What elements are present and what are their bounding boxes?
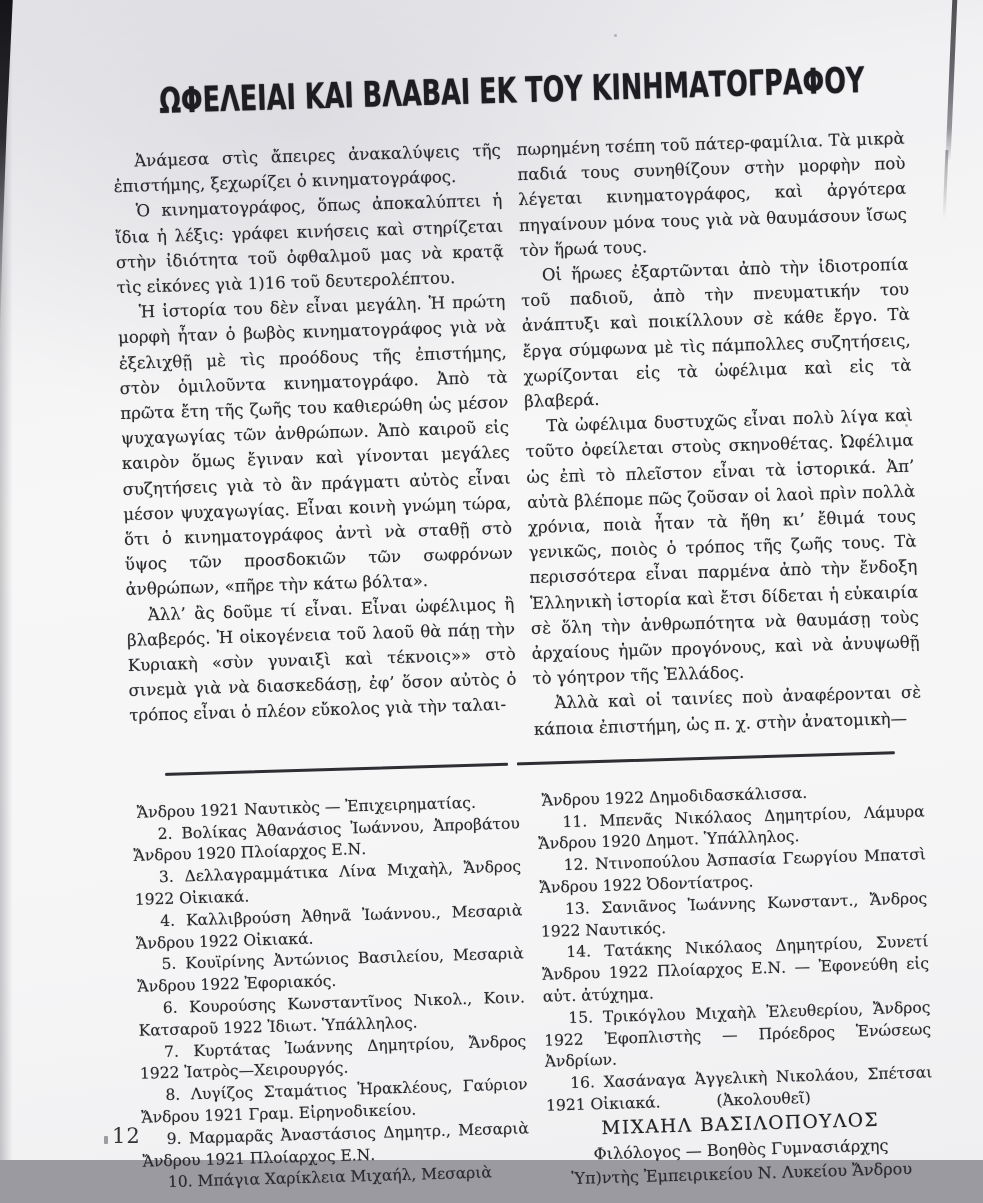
scan-right-scuff-mark (945, 0, 957, 162)
page-content (110, 48, 935, 1203)
article-body (113, 126, 923, 754)
article-paragraph: Ὁ κινηματογράφος, ὅπως ἀποκαλύπτει ἡ ἴδια ἡ λέξις: γράφει κινήσεις καὶ στηρίζεται στὴν ἰδιότητα τοῦ ὀφθαλμοῦ μας νὰ κρατᾷ τὶς εἰκόνες γιὰ 1)16 τοῦ δευτερολέπτου. (114, 191, 505, 298)
page-number: 12 (112, 1124, 141, 1148)
list-item: 12. Ντινοπούλου Ἀσπασία Γεωργίου Μπατσὶ Ἄνδρου 1922 Ὀδοντίατρος. (539, 845, 927, 897)
article-paragraph: Ἀλλ’ ἂς δοῦμε τί εἶναι. Εἶναι ὠφέλιμος ἢ βλαβερός. Ἡ οἰκογένεια τοῦ λαοῦ θὰ πάῃ τὴν Κυριακὴ «σὺν γυναιξὶ καὶ τέκνοις»» στὸ σινεμὰ γιὰ νὰ διασκεδάσῃ, ἐφ’ ὅσον αὐτὸς ὁ τρόπος εἶναι ὁ πλέον εὔκολος γιὰ τὴν ταλαι- (126, 594, 517, 726)
section-divider (165, 751, 895, 776)
article-paragraph: Τὰ ὠφέλιμα δυστυχῶς εἶναι πολὺ λίγα καὶ τοῦτο ὀφείλεται στοὺς σκηνοθέτας. Ὠφέλιμα ὡς ἐπὶ τὸ πλεῖστον εἶναι τὰ ἱστορικά. Ἀπ’ αὐτὰ βλέπομε πῶς ζοῦσαν οἱ λαοὶ πρὶν πολλὰ χρόνια, ποιὰ ἦταν τὰ ἤθη κι’ ἔθιμά τους γενικῶς, ποιὸς ὁ τρόπος τῆς ζωῆς τους. Τὰ περισσότερα εἶναι παρμένα ἀπὸ τὴν ἔνδοξη Ἑλληνικὴ ἱστορία καὶ ἔτσι δίδεται ἡ εὐκαιρία σὲ ὅλη τὴν ἀνθρωπότητα νὰ θαυμάσῃ τοὺς ἀρχαίους ἡμῶν προγόνους, καὶ νὰ ἀνυψωθῇ τὸ γόητρον τῆς Ἑλλάδος. (525, 405, 920, 689)
list-item: 4. Καλλιβρούση Ἀθηνᾶ Ἰωάννου., Μεσαριὰ Ἄνδρου 1922 Οἰκιακά. (135, 901, 523, 953)
name-list-left-column (132, 791, 531, 1203)
list-item: 14. Τατάκης Νικόλαος Δημητρίου, Συνετί Ἄνδρου 1922 Πλοίαρχος Ε.Ν. — Ἐφονεύθη εἰς αὐτ. ἀτύχημα. (541, 932, 930, 1006)
article-right-column (516, 126, 922, 742)
list-item-continuation: Ἄνδρου 1921 Ναυτικὸς — Ἐπιχειρηματίας. (136, 793, 477, 822)
article-paragraph: Ἡ ἱστορία του δὲν εἶναι μεγάλη. Ἡ πρώτη μορφὴ ἦταν ὁ βωβὸς κινηματογράφος γιὰ νὰ ἐξελιχθῇ μὲ τὶς προόδους τῆς ἐπιστήμης, στὸν ὁμιλοῦντα κινηματογράφο. Ἀπὸ τὰ πρῶτα ἔτη τῆς ζωῆς του καθιερώθη ὡς μέσον ψυχαγωγίας τῶν ἀνθρώπων. Ἀπὸ καιροῦ εἰς καιρὸν ὅμως ἔγιναν καὶ γίνονται μεγάλες συζητήσεις γιὰ τὸ ἂν πράγματι αὐτὸς εἶναι μέσον ψυχαγωγίας. Εἶναι κοινὴ γνώμη τώρα, ὅτι ὁ κινηματογράφος ἀντὶ νὰ σταθῇ στὸ ὕψος τῶν προσδοκιῶν τῶν σωφρόνων ἀνθρώπων, «πῆρε τὴν κάτω βόλτα». (117, 291, 513, 600)
list-item: 3. Δελλαγραμμάτικα Λίνα Μιχαὴλ, Ἄνδρος 1922 Οἰκιακά. (134, 857, 522, 909)
list-item: 13. Σανιᾶνος Ἰωάννης Κωνσταντ., Ἄνδρος 1922 Ναυτικός. (540, 889, 928, 941)
article-left-column (113, 138, 519, 754)
list-item: 11. Μπενᾶς Νικόλαος Δημητρίου, Λάμυρα Ἄνδρου 1920 Δημοτ. Ὑπάλληλος. (538, 802, 925, 854)
article-paragraph-continuation: πωρημένη τσέπη τοῦ πάτερ-φαμίλια. Τὰ μικρὰ παδιά τους συνηθίζουν στὴν μορφὴν ποὺ λέγεται κινηματογράφος, καὶ ἀργότερα πηγαίνουν μόνα τους γιὰ νὰ θαυμάσουν ἴσως τὸν ἥρωά τους. (516, 128, 908, 260)
title-row (111, 59, 904, 122)
article-title: ΩΦΕΛΕΙΑΙ ΚΑΙ ΒΛΑΒΑΙ ΕΚ ΤΟΥ ΚΙΝΗΜΑΤΟΓΡΑΦΟΥ (158, 59, 865, 122)
author-name: ΜΙΧΑΗΛ ΒΑΣΙΛΟΠΟΥΛΟΣ (601, 1109, 880, 1139)
article-paragraph: Ἀνάμεσα στὶς ἄπειρες ἀνακαλύψεις τῆς ἐπιστήμης, ξεχωρίζει ὁ κινηματογράφος. (113, 140, 502, 197)
scan-speck (614, 34, 617, 37)
list-item-text: 16. Χασάναγα Ἀγγελικὴ Νικολάου, Σπέτσαι 1921 Οἰκιακά. (545, 1063, 933, 1115)
list-item: 5. Κουϊρίνης Ἀντώνιος Βασιλείου, Μεσαριὰ Ἄνδρου 1922 Ἐφοριακός. (137, 944, 524, 997)
list-item-continuation: Ἄνδρου 1922 Δημοδιδασκάλισσα. (541, 783, 808, 810)
article-paragraph: Ἀλλὰ καὶ οἱ ταινίες ποὺ ἀναφέρονται σὲ κάποια ἐπιστήμη, ὡς π. χ. στὴν ἀνατομικὴ— (533, 682, 922, 739)
list-item: 15. Τρικόγλου Μιχαὴλ Ἐλευθερίου, Ἄνδρος 1922 Ἐφοπλιστὴς — Πρόεδρος Ἑνώσεως Ἀνδρίων. (543, 998, 932, 1072)
divider-segment (517, 751, 895, 765)
name-list (132, 779, 936, 1203)
divider-segment (165, 763, 508, 776)
continuation-note: (Ἀκολουθεῖ) (716, 1088, 812, 1110)
list-item: 7. Κυρτάτας Ἰωάννης Δημητρίου, Ἄνδρος 1922 Ἰατρὸς—Χειρουργός. (139, 1031, 527, 1084)
scan-right-scuff-tail (943, 150, 949, 220)
list-item: 8. Λυγίζος Σταμάτιος Ἡρακλέους, Γαύριον Ἄνδρου 1921 Γραμ. Εἰρηνοδικείου. (141, 1075, 528, 1127)
list-item: 10. Μπάγια Χαρίκλεια Μιχαήλ, Μεσαριὰ (167, 1163, 493, 1192)
name-list-right-column (537, 779, 936, 1191)
author-role: Φιλόλογος — Βοηθὸς Γυμνασιάρχης (593, 1135, 889, 1163)
list-item: 9. Μαρμαρᾶς Ἀναστάσιος Δημητρ., Μεσαριὰ Ἄνδρου 1921 Πλοίαρχος Ε.Ν. (142, 1119, 530, 1171)
article-paragraph: Οἱ ἥρωες ἐξαρτῶνται ἀπὸ τὴν ἰδιοτροπία τοῦ παδιοῦ, ἀπὸ τὴν πνευματικήν του ἀνάπτυξι καὶ ποικίλλουν σὲ κάθε ἔργο. Τὰ ἔργα σύμφωνα μὲ τὶς πάμπολλες συζητήσεις, χωρίζονται εἰς τὰ ὠφέλιμα καὶ εἰς τὰ βλαβερά. (520, 254, 912, 412)
list-item: 2. Βολίκας Ἀθανάσιος Ἰωάννου, Ἀπροβάτου Ἄνδρου 1920 Πλοίαρχος Ε.Ν. (133, 814, 520, 866)
author-school: Ὑπ)ντὴς Ἐμπειρικείου Ν. Λυκείου Ἄνδρου (571, 1159, 913, 1189)
list-item: 6. Κουρούσης Κωνσταντῖνος Νικολ., Κοιν. Κατσαροῦ 1922 Ἰδιωτ. Ὑπάλληλος. (138, 988, 526, 1040)
byline (547, 1108, 936, 1191)
scan-speck (104, 1136, 108, 1144)
